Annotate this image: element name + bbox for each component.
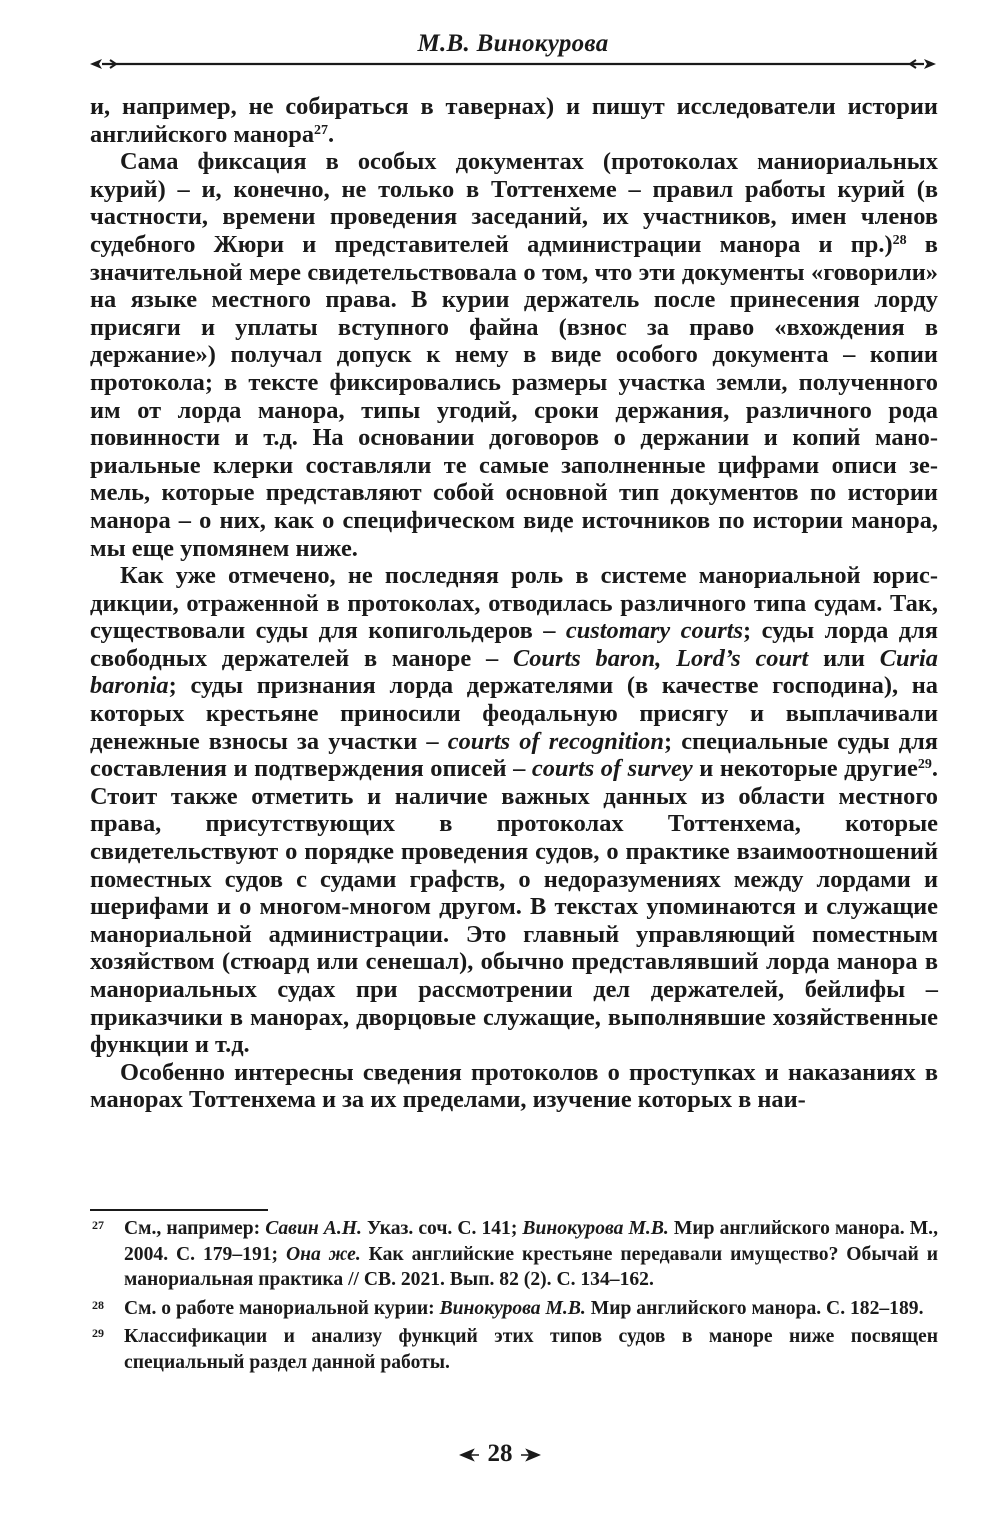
page-number [0, 1440, 1000, 1468]
text-run: и некоторые другие [692, 755, 918, 783]
text-run: или [808, 644, 880, 672]
footnote-29 [90, 1324, 938, 1375]
text-run: Сама фиксация в особых документах (протоколах маниориальных курий) – и, конечно, не только в Тоттенхеме – правил работы курий (в частности, времени проведения заседаний, их участников, имен членов судебного Жюри и представителей администрации манора и пр.) [90, 148, 938, 258]
footnote-ref-27[interactable]: 27 [314, 122, 329, 138]
text-run: Как английские крестьяне передавали имущество? Обычай и манориальная практика // СВ. 2021. Вып. 82 (2). С. 134–162. [124, 1243, 938, 1291]
footnote-27 [90, 1216, 938, 1293]
running-header [88, 26, 938, 72]
paragraph-2 [90, 148, 938, 562]
footnotes [90, 1216, 938, 1379]
author-name: Савин А.Н. [265, 1218, 362, 1239]
text-run: Мир английского манора. М., 2004. С. 179–191; [124, 1218, 938, 1265]
italic-term: Courts baron, Lord’s court [512, 644, 809, 672]
text-run: . [328, 120, 335, 148]
footnote-ref-28[interactable]: 28 [892, 232, 907, 248]
italic-term: Curia baronia [90, 644, 938, 700]
text-run: Классификации и анализу функций этих типов судов в маноре ниже посвящен специальный раздел данной работы. [124, 1326, 938, 1373]
paragraph-1 [90, 93, 938, 148]
main-text [90, 93, 938, 1114]
left-ornament-icon [459, 1448, 481, 1462]
italic-term: courts of recognition [447, 727, 664, 755]
text-run: См. о работе манориальной курии: [124, 1297, 440, 1319]
header-title: М.В. Винокурова [417, 30, 609, 57]
text-run: Мир английского манора. С. 182–189. [585, 1297, 924, 1319]
footnote-number: 28 [92, 1297, 104, 1312]
text-run: См., например: [124, 1218, 266, 1239]
text-run: в значительной мере свидетельствовала о том, что эти документы «говорили» на языке местного права. В курии держатель после принесения лорду присяги и уплаты вступного файна (взнос за право «вхождения в держание») получал допуск к нему в виде особого документа – копии протокола; в тексте фиксировались размеры участка земли, полученного им от лорда манора, типы угодий, сроки держания, различного рода повинности и т.д. На основании договоров о держании и копий манориальные клерки составляли те самые заполненные цифрами описи земель, которые представляют собой основной тип документов по истории манора – о них, как о специфическом виде источников по истории манора, мы еще упомянем ниже. [90, 230, 938, 562]
page-number-value: 28 [487, 1440, 513, 1467]
footnote-separator [90, 1209, 268, 1211]
text-run: Как уже отмечено, не последняя роль в системе манориальной юрисдикции, отраженной в протоколах, отводилась различного типа судам. Так, существовали суды для копигольдеров – [90, 562, 938, 645]
paragraph-4 [90, 1059, 938, 1114]
text-run: и, например, не собираться в тавернах) и пишут исследователи истории английского манора [90, 93, 938, 148]
text-run: ; специальные суды для составления и подтверждения описей – [90, 727, 939, 783]
footnote-ref-29[interactable]: 29 [917, 757, 932, 773]
author-name: Она же. [285, 1243, 361, 1265]
text-run: ; суды лорда для свободных держателей в маноре – [90, 617, 938, 672]
author-name: Винокурова М.В. [522, 1218, 669, 1239]
italic-term: customary courts [565, 617, 744, 645]
text-run: ; суды признания лорда держателями (в качестве господина), на которых крестьяне приносили феодальную присягу и выплачивали денежные взносы за участки – [90, 672, 938, 755]
paragraph-3 [90, 562, 938, 1059]
text-run: Особенно интересны сведения протоколов о проступках и наказаниях в манорах Тоттенхема и за их пределами, изучение которых в наи- [90, 1058, 938, 1114]
text-run: . Стоит также отметить и наличие важных данных из области местного права, присутствующих в протоколах Тоттенхема, которые свидетельствуют о порядке проведения судов, о практике взаимоотношений поместных судов с судами графств, о недоразумениях между лордами и шерифами и о многом-многом другом. В текстах упоминаются и служащие манориальной администрации. Это главный управляющий поместным хозяйством (стюард или сенешал), обычно представлявший лорда манора в манориальных судах при рассмотрении дел держателей, бейлифы – приказчики в манорах, дворцовые служащие, выполнявшие хозяйственные функции и т.д. [90, 755, 938, 1059]
right-ornament-icon [519, 1448, 541, 1462]
footnote-28 [90, 1296, 938, 1322]
text-run: Указ. соч. С. 141; [361, 1218, 523, 1239]
footnote-number: 29 [92, 1326, 104, 1341]
italic-term: courts of survey [531, 755, 693, 783]
header-ornament-rule [88, 56, 938, 72]
author-name: Винокурова М.В. [439, 1297, 586, 1319]
footnote-number: 27 [92, 1218, 104, 1232]
